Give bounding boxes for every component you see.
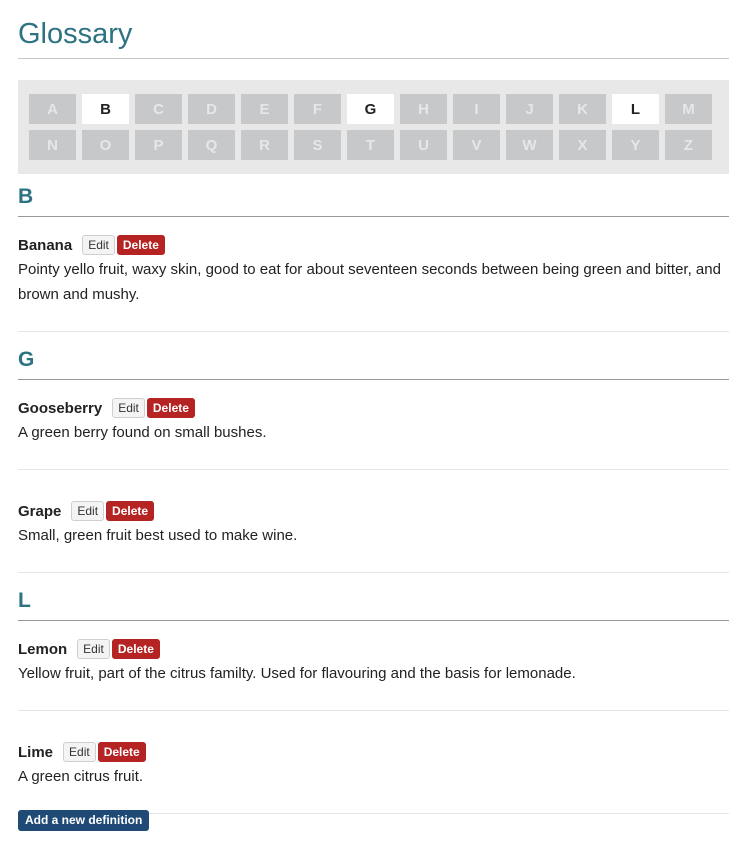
delete-button[interactable]: Delete bbox=[147, 398, 195, 418]
letter-m: M bbox=[665, 94, 712, 124]
letter-z: Z bbox=[665, 130, 712, 160]
section-l bbox=[18, 588, 729, 814]
glossary-page bbox=[18, 0, 729, 814]
letter-c: C bbox=[135, 94, 182, 124]
letter-g[interactable]: G bbox=[347, 94, 394, 124]
entry-definition: A green berry found on small bushes. bbox=[18, 424, 267, 441]
letter-r: R bbox=[241, 130, 288, 160]
entry-header bbox=[18, 233, 729, 257]
letter-x: X bbox=[559, 130, 606, 160]
entry-term: Gooseberry bbox=[18, 399, 103, 417]
entry-definition: Pointy yello fruit, waxy skin, good to eat for about seventeen seconds between being green and bitter, and brown and mushy. bbox=[18, 261, 721, 303]
page-title: Glossary bbox=[18, 0, 729, 59]
entry-definition: A green citrus fruit. bbox=[18, 768, 144, 785]
edit-button[interactable]: Edit bbox=[112, 398, 145, 418]
glossary-entry bbox=[18, 740, 729, 814]
entry-header bbox=[18, 637, 729, 661]
delete-button[interactable]: Delete bbox=[117, 235, 165, 255]
letter-e: E bbox=[241, 94, 288, 124]
letter-f: F bbox=[294, 94, 341, 124]
letter-o: O bbox=[82, 130, 129, 160]
section-heading: B bbox=[18, 184, 729, 217]
delete-button[interactable]: Delete bbox=[98, 742, 146, 762]
entry-term: Lime bbox=[18, 743, 54, 761]
glossary-entry bbox=[18, 233, 729, 332]
letter-d: D bbox=[188, 94, 235, 124]
edit-button[interactable]: Edit bbox=[82, 235, 115, 255]
letter-w: W bbox=[506, 130, 553, 160]
section-b bbox=[18, 184, 729, 332]
letter-t: T bbox=[347, 130, 394, 160]
entry-term: Grape bbox=[18, 502, 62, 520]
delete-button[interactable]: Delete bbox=[106, 501, 154, 521]
entry-header bbox=[18, 499, 729, 523]
delete-button[interactable]: Delete bbox=[112, 639, 160, 659]
letter-index bbox=[18, 80, 729, 174]
section-heading: G bbox=[18, 347, 729, 380]
entry-term: Banana bbox=[18, 236, 73, 254]
add-definition-button[interactable]: Add a new definition bbox=[18, 810, 149, 831]
letter-b[interactable]: B bbox=[82, 94, 129, 124]
letter-a: A bbox=[29, 94, 76, 124]
letter-k: K bbox=[559, 94, 606, 124]
letter-q: Q bbox=[188, 130, 235, 160]
letter-l[interactable]: L bbox=[612, 94, 659, 124]
glossary-entry bbox=[18, 396, 729, 470]
glossary-entry bbox=[18, 499, 729, 573]
section-g bbox=[18, 347, 729, 573]
letter-u: U bbox=[400, 130, 447, 160]
entry-definition: Yellow fruit, part of the citrus familty. Used for flavouring and the basis for lemonade. bbox=[18, 665, 576, 682]
edit-button[interactable]: Edit bbox=[77, 639, 110, 659]
edit-button[interactable]: Edit bbox=[63, 742, 96, 762]
glossary-entry bbox=[18, 637, 729, 711]
letter-h: H bbox=[400, 94, 447, 124]
letter-v: V bbox=[453, 130, 500, 160]
entry-definition: Small, green fruit best used to make wine. bbox=[18, 527, 298, 544]
glossary-sections bbox=[18, 184, 729, 814]
letter-y: Y bbox=[612, 130, 659, 160]
letter-grid bbox=[29, 94, 712, 160]
letter-i: I bbox=[453, 94, 500, 124]
entry-header bbox=[18, 740, 729, 764]
letter-p: P bbox=[135, 130, 182, 160]
entry-term: Lemon bbox=[18, 640, 68, 658]
section-heading: L bbox=[18, 588, 729, 621]
entry-header bbox=[18, 396, 729, 420]
letter-j: J bbox=[506, 94, 553, 124]
letter-s: S bbox=[294, 130, 341, 160]
edit-button[interactable]: Edit bbox=[71, 501, 104, 521]
letter-n: N bbox=[29, 130, 76, 160]
